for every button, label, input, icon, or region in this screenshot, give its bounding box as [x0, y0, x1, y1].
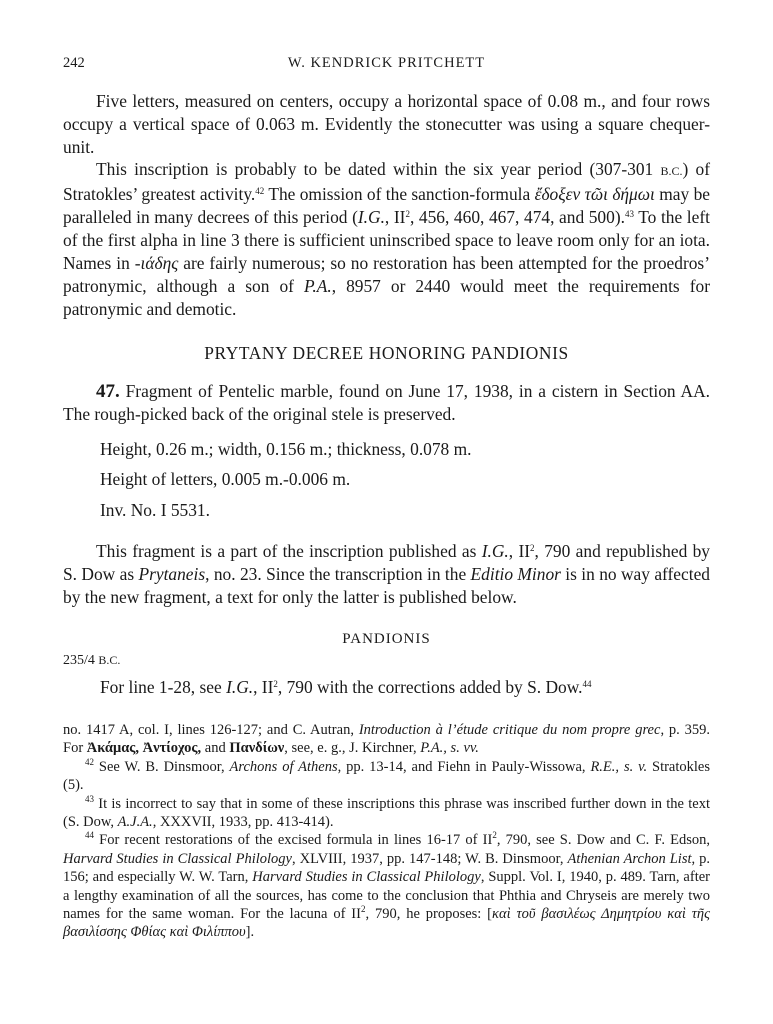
- inscription-number: 47.: [96, 381, 120, 402]
- dimensions-line: Height, 0.26 m.; width, 0.156 m.; thickness, 0.078 m.: [100, 439, 472, 459]
- footnote-43: $^{43}$ It is incorrect to say that in some of these inscriptions this phrase was inscribed further down in the text (S. Dow, A.J.A., XXXVII, 1933, pp. 413-414).: [63, 793, 710, 831]
- footnotes: [63, 721, 710, 942]
- running-head: [63, 55, 710, 77]
- footnote-ref-43: 43: [624, 209, 634, 219]
- ig-citation: I.G.: [357, 207, 385, 227]
- paragraph-publication: This fragment is a part of the inscription published as I.G., $II^2$, 790 and republished by S. Dow as Prytaneis, no. 23. Since the transcription in the Editio Minor is in no way affected by the new fragment, a text for only the latter is published below.: [63, 541, 710, 607]
- paragraph-text: Five letters, measured on centers, occupy a horizontal space of 0.08 m., and four rows occupy a vertical space of 0.063 m. Evidently the stonecutter was using a square chequer-unit.: [63, 91, 710, 157]
- bc-abbrev: B.C.: [660, 164, 683, 178]
- letter-height-line: Height of letters, 0.005 m.-0.006 m.: [100, 469, 351, 489]
- greek-suffix: -ιάδης: [134, 253, 179, 273]
- footnote-continuation: no. 1417 A, col. I, lines 126-127; and C. Autran, Introduction à l’étude critique du nom propre grec, p. 359. For Ἀκάμας, Ἀντίοχος, and Πανδίων, see, e. g., J. Kirchner, P.A., s. vv.: [63, 722, 711, 757]
- running-head-author: W. KENDRICK PRITCHETT: [287, 55, 486, 71]
- inscription-date: 235/4 B.C.: [63, 653, 121, 668]
- section-title: PRYTANY DECREE HONORING PANDIONIS: [204, 343, 569, 363]
- greek-formula: ἔδοξεν τῶι δήμωι: [534, 184, 655, 204]
- pa-citation: P.A.: [303, 276, 332, 296]
- footnote-44: $^{44}$ For recent restorations of the excised formula in lines 16-17 of $II^2$, 790, see S. Dow and C. F. Edson, Harvard Studies in Classical Philology, XLVIII, 1937, pp. 147-148; W. B. Dinsmoor, Athenian Archon List, p. 156; and especially W. W. Tarn, Harvard Studies in Classical Philology, Suppl. Vol. I, 1940, p. 489. Tarn, after a lengthy examination of all the sources, has come to the conclusion that Phthia and Chryseis are merely two names for the same woman. For the lacuna of $II^2$, 790, he proposes: [καὶ τοῦ βασιλέως Δημητρίου καὶ τῆς βασιλίσσης Φθίας καὶ Φιλίππου].: [63, 830, 711, 941]
- footnote-42: $^{42}$ See W. B. Dinsmoor, Archons of Athens, pp. 13-14, and Fiehn in Pauly-Wissowa, R.E., s. v. Stratokles (5).: [63, 756, 711, 794]
- paragraph-fragment: 47. Fragment of Pentelic marble, found on June 17, 1938, in a cistern in Section AA. The rough-picked back of the original stele is preserved.: [63, 381, 710, 424]
- page-number: 242: [63, 55, 85, 71]
- paragraph-dating: This inscription is probably to be dated within the six year period (307-301 B.C.) of Stratokles’ greatest activity.$^{42}$ The omission of the sanction-formula ἔδοξεν τῶι δήμωι may be paralleled in many decrees of this period (I.G., $II^2$, 456, 460, 467, 474, and 500).$^{43}$ To the left of the first alpha in line 3 there is sufficient uninscribed space to leave room only for an iota. Names in -ιάδης are fairly numerous; so no restoration has been attempted for the proedros’ patronymic, although a son of P.A., 8957 or 2440 would meet the requirements for patronymic and demotic.: [63, 159, 710, 319]
- inscription-title: PANDIONIS: [342, 631, 431, 647]
- greek-restoration: καὶ τοῦ βασιλέως Δημητρίου καὶ τῆς βασιλίσσης Φθίας καὶ Φιλίππου: [63, 906, 711, 941]
- footnote-ref-44: 44: [582, 679, 592, 689]
- inventory-line: Inv. No. I 5531.: [100, 500, 210, 520]
- corrections-line: For line 1-28, see I.G., $II^2$, 790 with the corrections added by S. Dow.$^{44}$: [100, 677, 592, 697]
- footnote-ref-42: 42: [255, 186, 265, 196]
- paragraph-measurements: [63, 90, 710, 159]
